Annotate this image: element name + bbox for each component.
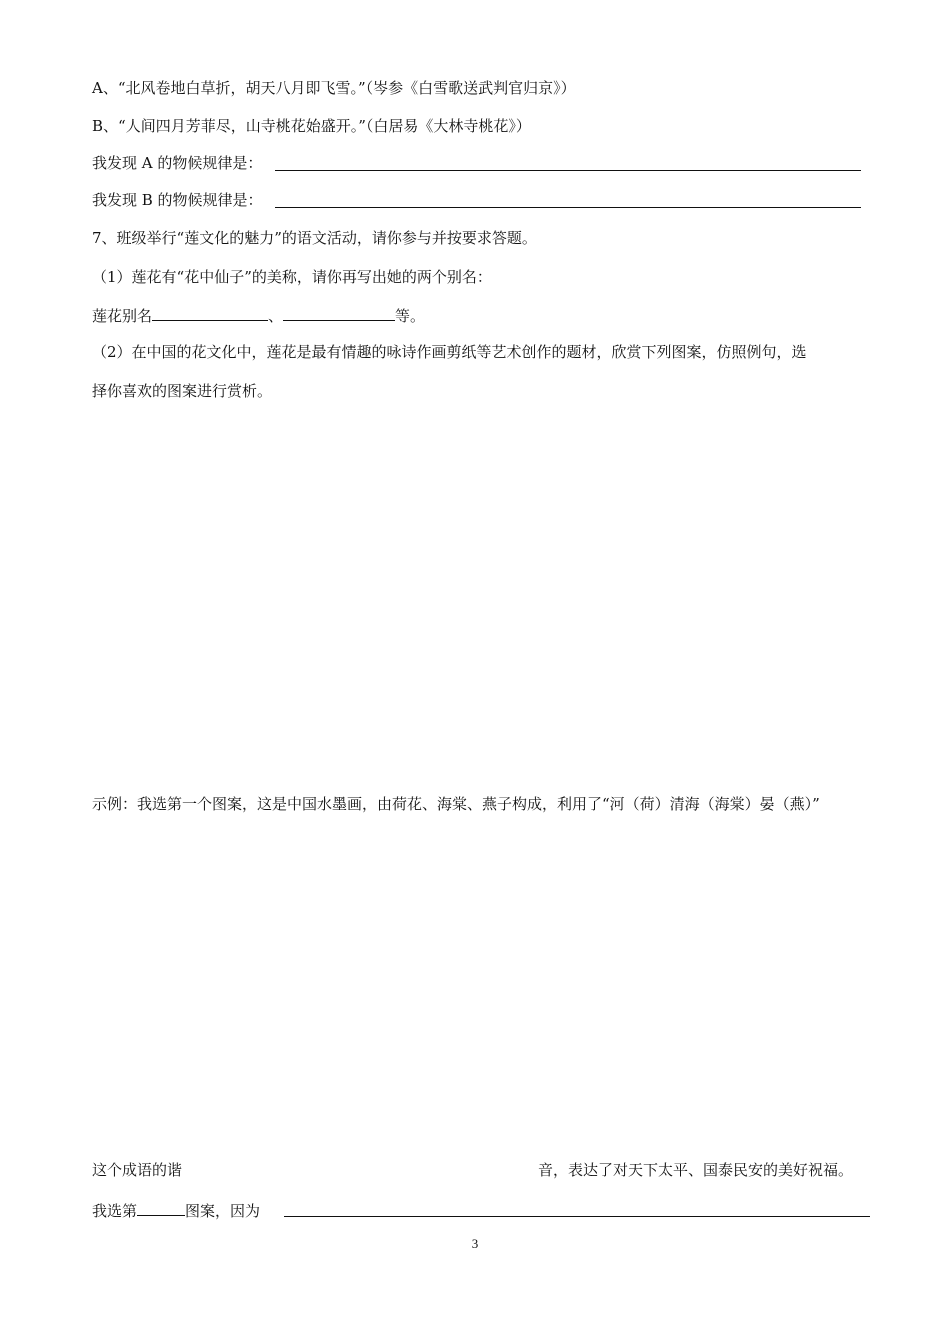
idiom-text-left: 这个成语的谐 [92,1161,183,1179]
choose-mid: 图案，因为 [185,1202,261,1220]
example-text: 示例：我选第一个图案，这是中国水墨画，由荷花、海棠、燕子构成，利用了“河（荷）清海（海棠）晏（燕）” [92,795,820,813]
item-a-text: A、“北风卷地白草折，胡天八月即飞雪。”（岑参《白雪歌送武判官归京》） [92,79,576,97]
question-7-2-line-1: （2）在中国的花文化中，莲花是最有情趣的咏诗作画剪纸等艺术创作的题材，欣赏下列图案，仿照例句，选 [92,343,807,361]
alias-prefix: 莲花别名 [92,307,153,325]
idiom-text-right: 音，表达了对天下太平、国泰民安的美好祝福。 [538,1161,854,1179]
question-7-2-line-2: 择你喜欢的图案进行赏析。 [92,382,273,400]
page-number: 3 [471,1236,479,1251]
item-b-text: B、“人间四月芳菲尽，山寺桃花始盛开。”（白居易《大林寺桃花》） [92,117,531,135]
alias-line [92,304,425,326]
question-7-text: 7、班级举行“莲文化的魅力”的语文活动，请你参与并按要求答题。 [92,229,537,247]
alias-separator: 、 [268,307,284,325]
question-7-1-text: （1）莲花有“花中仙子”的美称，请你再写出她的两个别名： [92,268,492,286]
choose-prefix: 我选第 [92,1202,138,1220]
find-b-label: 我发现 B 的物候规律是： [92,191,263,209]
find-b-answer-line[interactable] [275,207,861,208]
find-a-answer-line[interactable] [275,170,861,171]
alias-blank-1[interactable] [152,304,268,321]
choose-reason-line[interactable] [284,1216,870,1217]
find-a-label: 我发现 A 的物候规律是： [92,154,263,172]
alias-blank-2[interactable] [283,304,395,321]
alias-suffix: 等。 [395,307,426,325]
choose-number-blank[interactable] [137,1199,185,1216]
choose-line [92,1199,260,1221]
